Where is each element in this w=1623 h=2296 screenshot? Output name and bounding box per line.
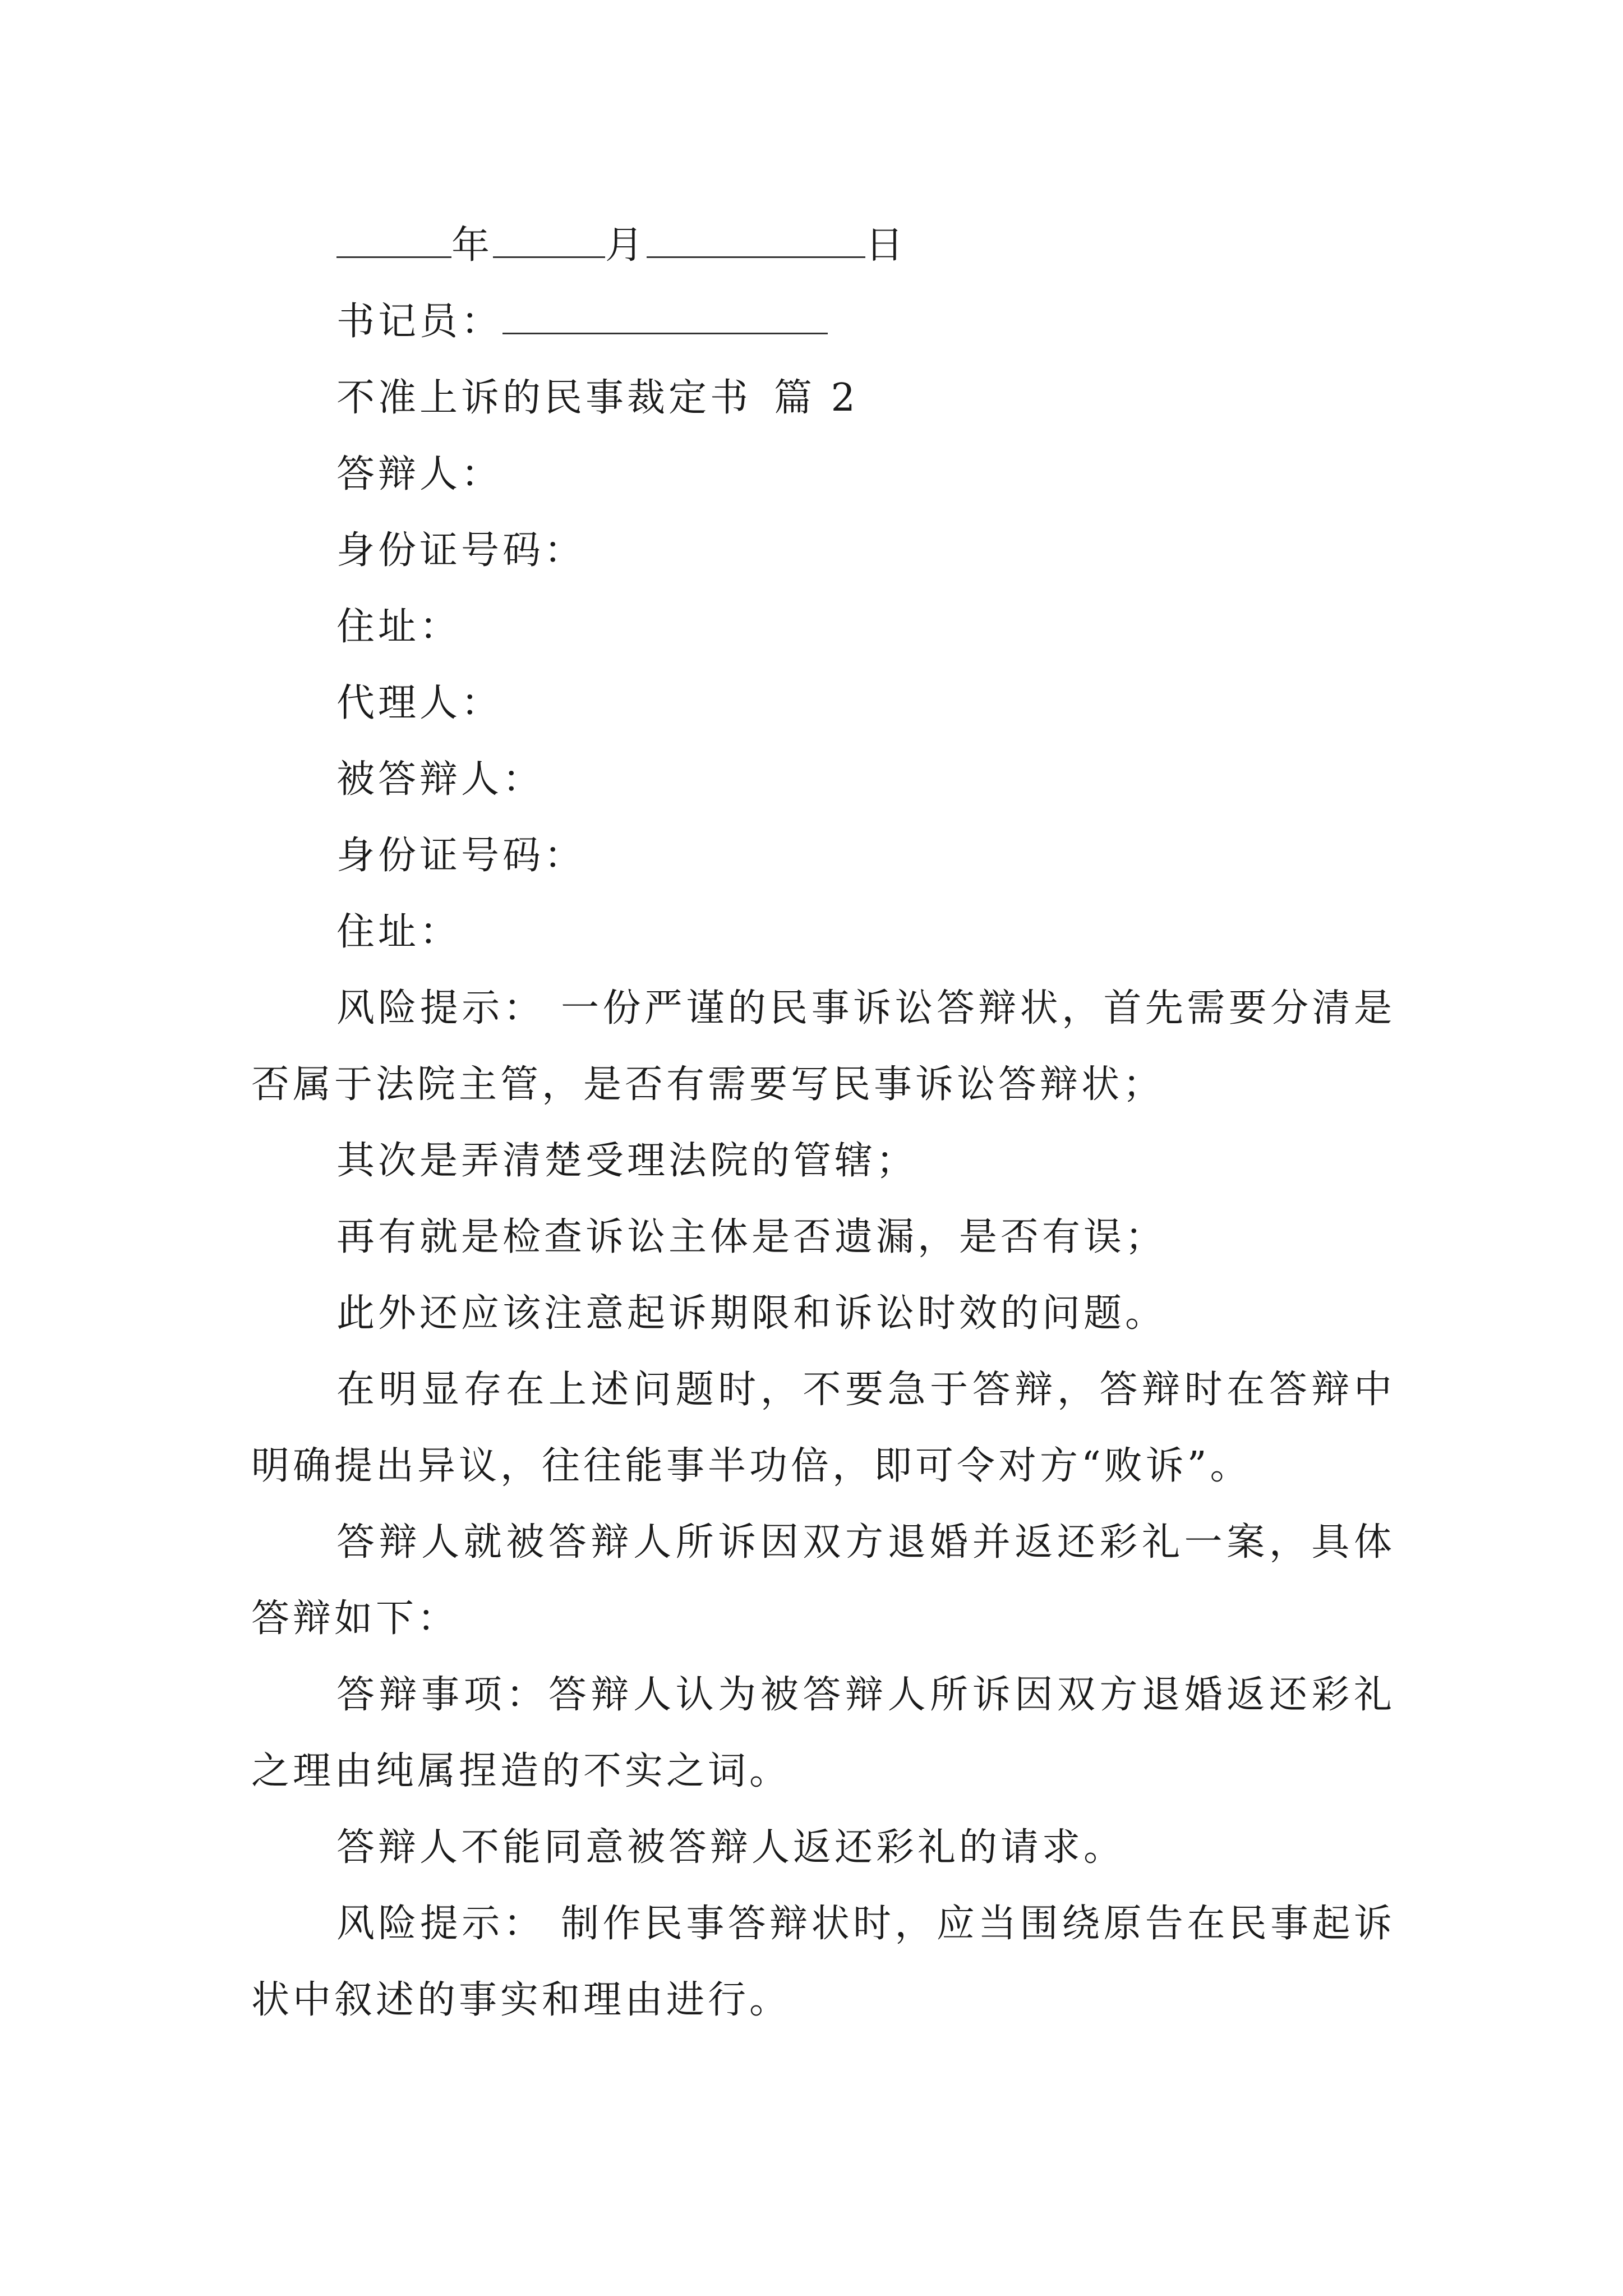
clerk-blank	[502, 297, 828, 334]
day-blank	[647, 220, 865, 258]
respondent-address-label: 住址：	[336, 605, 462, 649]
month-blank	[493, 220, 605, 258]
document-body	[251, 208, 1395, 2039]
appellee-address-label: 住址：	[336, 910, 462, 954]
paragraph-defense-matter: 答辩事项：答辩人认为被答辩人所诉因双方退婚返还彩礼之理由纯属捏造的不实之词。	[251, 1673, 1395, 1793]
paragraph-refusal: 答辩人不能同意被答辩人返还彩礼的请求。	[336, 1825, 1126, 1870]
paragraph-risk-tip-2: 风险提示： 制作民事答辩状时，应当围绕原告在民事起诉状中叙述的事实和理由进行。	[251, 1902, 1395, 2022]
appellee-id-label: 身份证号码：	[336, 834, 586, 878]
section-title-text: 不准上诉的民事裁定书	[336, 376, 752, 420]
year-blank	[336, 220, 451, 258]
paragraph-time-limit: 此外还应该注意起诉期限和诉讼时效的问题。	[336, 1291, 1167, 1336]
day-label: 日	[865, 223, 907, 268]
paragraph-risk-tip-1: 风险提示： 一份严谨的民事诉讼答辩状，首先需要分清是否属于法院主管，是否有需要写民事诉讼答辩状；	[251, 986, 1395, 1107]
clerk-line	[251, 284, 1395, 360]
paragraph-parties-check: 再有就是检查诉讼主体是否遗漏，是否有误；	[336, 1215, 1167, 1259]
section-title-suffix: 篇 2	[774, 376, 859, 420]
paragraph-jurisdiction: 其次是弄清楚受理法院的管辖；	[336, 1139, 918, 1183]
clerk-label: 书记员：	[336, 300, 503, 344]
respondent-label: 答辩人：	[336, 452, 503, 496]
appellee-label: 被答辩人：	[336, 757, 545, 802]
year-label: 年	[451, 223, 494, 268]
section-title	[251, 360, 1395, 436]
respondent-id-label: 身份证号码：	[336, 528, 586, 573]
paragraph-defense-intro: 答辩人就被答辩人所诉因双方退婚并返还彩礼一案，具体答辩如下：	[251, 1520, 1395, 1641]
date-line	[251, 208, 1395, 284]
agent-label: 代理人：	[336, 681, 503, 725]
month-label: 月	[605, 223, 647, 268]
paragraph-objection: 在明显存在上述问题时，不要急于答辩，答辩时在答辩中明确提出异议，往往能事半功倍，即可令对方“败诉”。	[251, 1368, 1395, 1488]
